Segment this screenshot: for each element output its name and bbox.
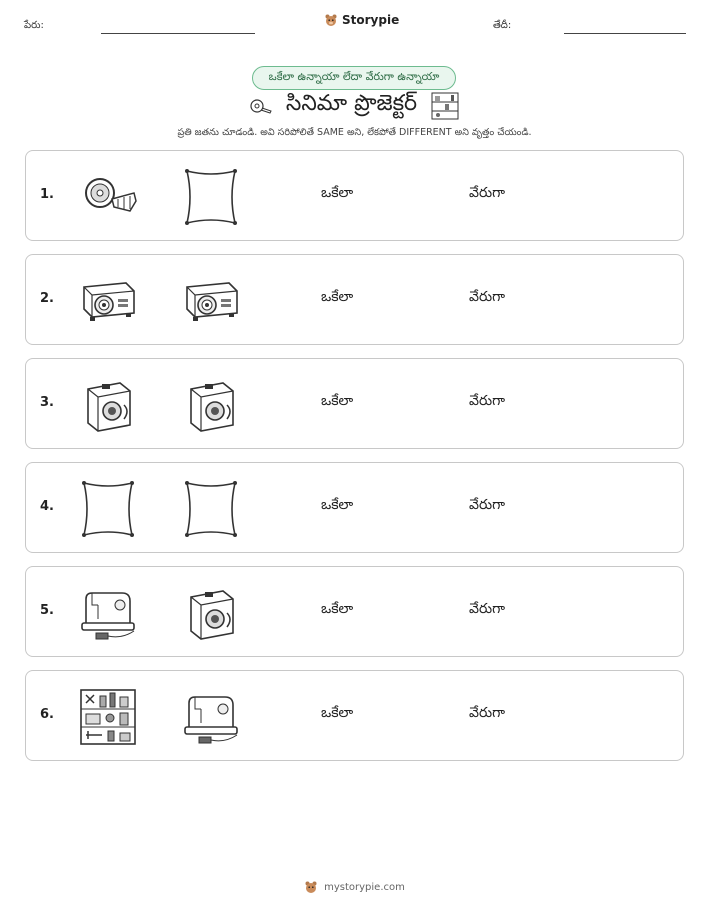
title-row [0,90,709,122]
date-line[interactable] [564,33,686,34]
brand-name: Storypie [342,13,400,27]
exercise-row [25,566,684,657]
option-different[interactable]: వేరుగా [469,393,505,409]
film-reel-icon [250,98,272,114]
exercise-row [25,358,684,449]
row-number: 3. [40,395,54,410]
projector-icon [78,271,138,331]
option-same[interactable]: ఒకేలా [321,705,354,721]
footer-url[interactable]: mystorypie.com [324,881,405,893]
brand-logo [324,13,399,27]
exercise-row [25,150,684,241]
projection-screen-icon [181,479,241,539]
instructions: ప్రతి జతను చూడండి. అవి సరిపోలితే SAME అని, లేకపోతే DIFFERENT అని వృత్తం చేయండి. [177,127,532,138]
option-different[interactable]: వేరుగా [469,497,505,513]
option-different[interactable]: వేరుగా [469,601,505,617]
option-different[interactable]: వేరుగా [469,705,505,721]
row-number: 6. [40,707,54,722]
option-same[interactable]: ఒకేలా [321,497,354,513]
option-same[interactable]: ఒకేలా [321,289,354,305]
subtitle-pill: ఒకేలా ఉన్నాయా లేదా వేరుగా ఉన్నాయా [252,66,456,90]
tool-shelf-icon [78,687,138,747]
page-title: సినిమా ప్రొజెక్టర్ [285,91,418,116]
bear-icon [304,880,318,894]
row-number: 2. [40,291,54,306]
bear-icon [324,13,338,27]
exercise-row [25,462,684,553]
projector-box-icon [78,375,138,435]
footer [0,880,709,894]
sewing-machine-icon [78,583,138,643]
date-label: తేదీ: [493,20,512,31]
row-number: 4. [40,499,54,514]
row-number: 5. [40,603,54,618]
option-same[interactable]: ఒకేలా [321,393,354,409]
option-same[interactable]: ఒకేలా [321,601,354,617]
projector-icon [181,271,241,331]
sewing-machine-icon [181,687,241,747]
row-number: 1. [40,187,54,202]
exercise-row [25,670,684,761]
projection-screen-icon [78,479,138,539]
projector-box-icon [181,375,241,435]
projection-screen-icon [181,167,241,227]
name-line[interactable] [101,33,255,34]
option-different[interactable]: వేరుగా [469,185,505,201]
projector-box-icon [181,583,241,643]
film-reel-icon [78,167,138,227]
option-same[interactable]: ఒకేలా [321,185,354,201]
tool-shelf-icon [431,92,459,120]
exercise-row [25,254,684,345]
option-different[interactable]: వేరుగా [469,289,505,305]
name-label: పేరు: [24,20,44,31]
